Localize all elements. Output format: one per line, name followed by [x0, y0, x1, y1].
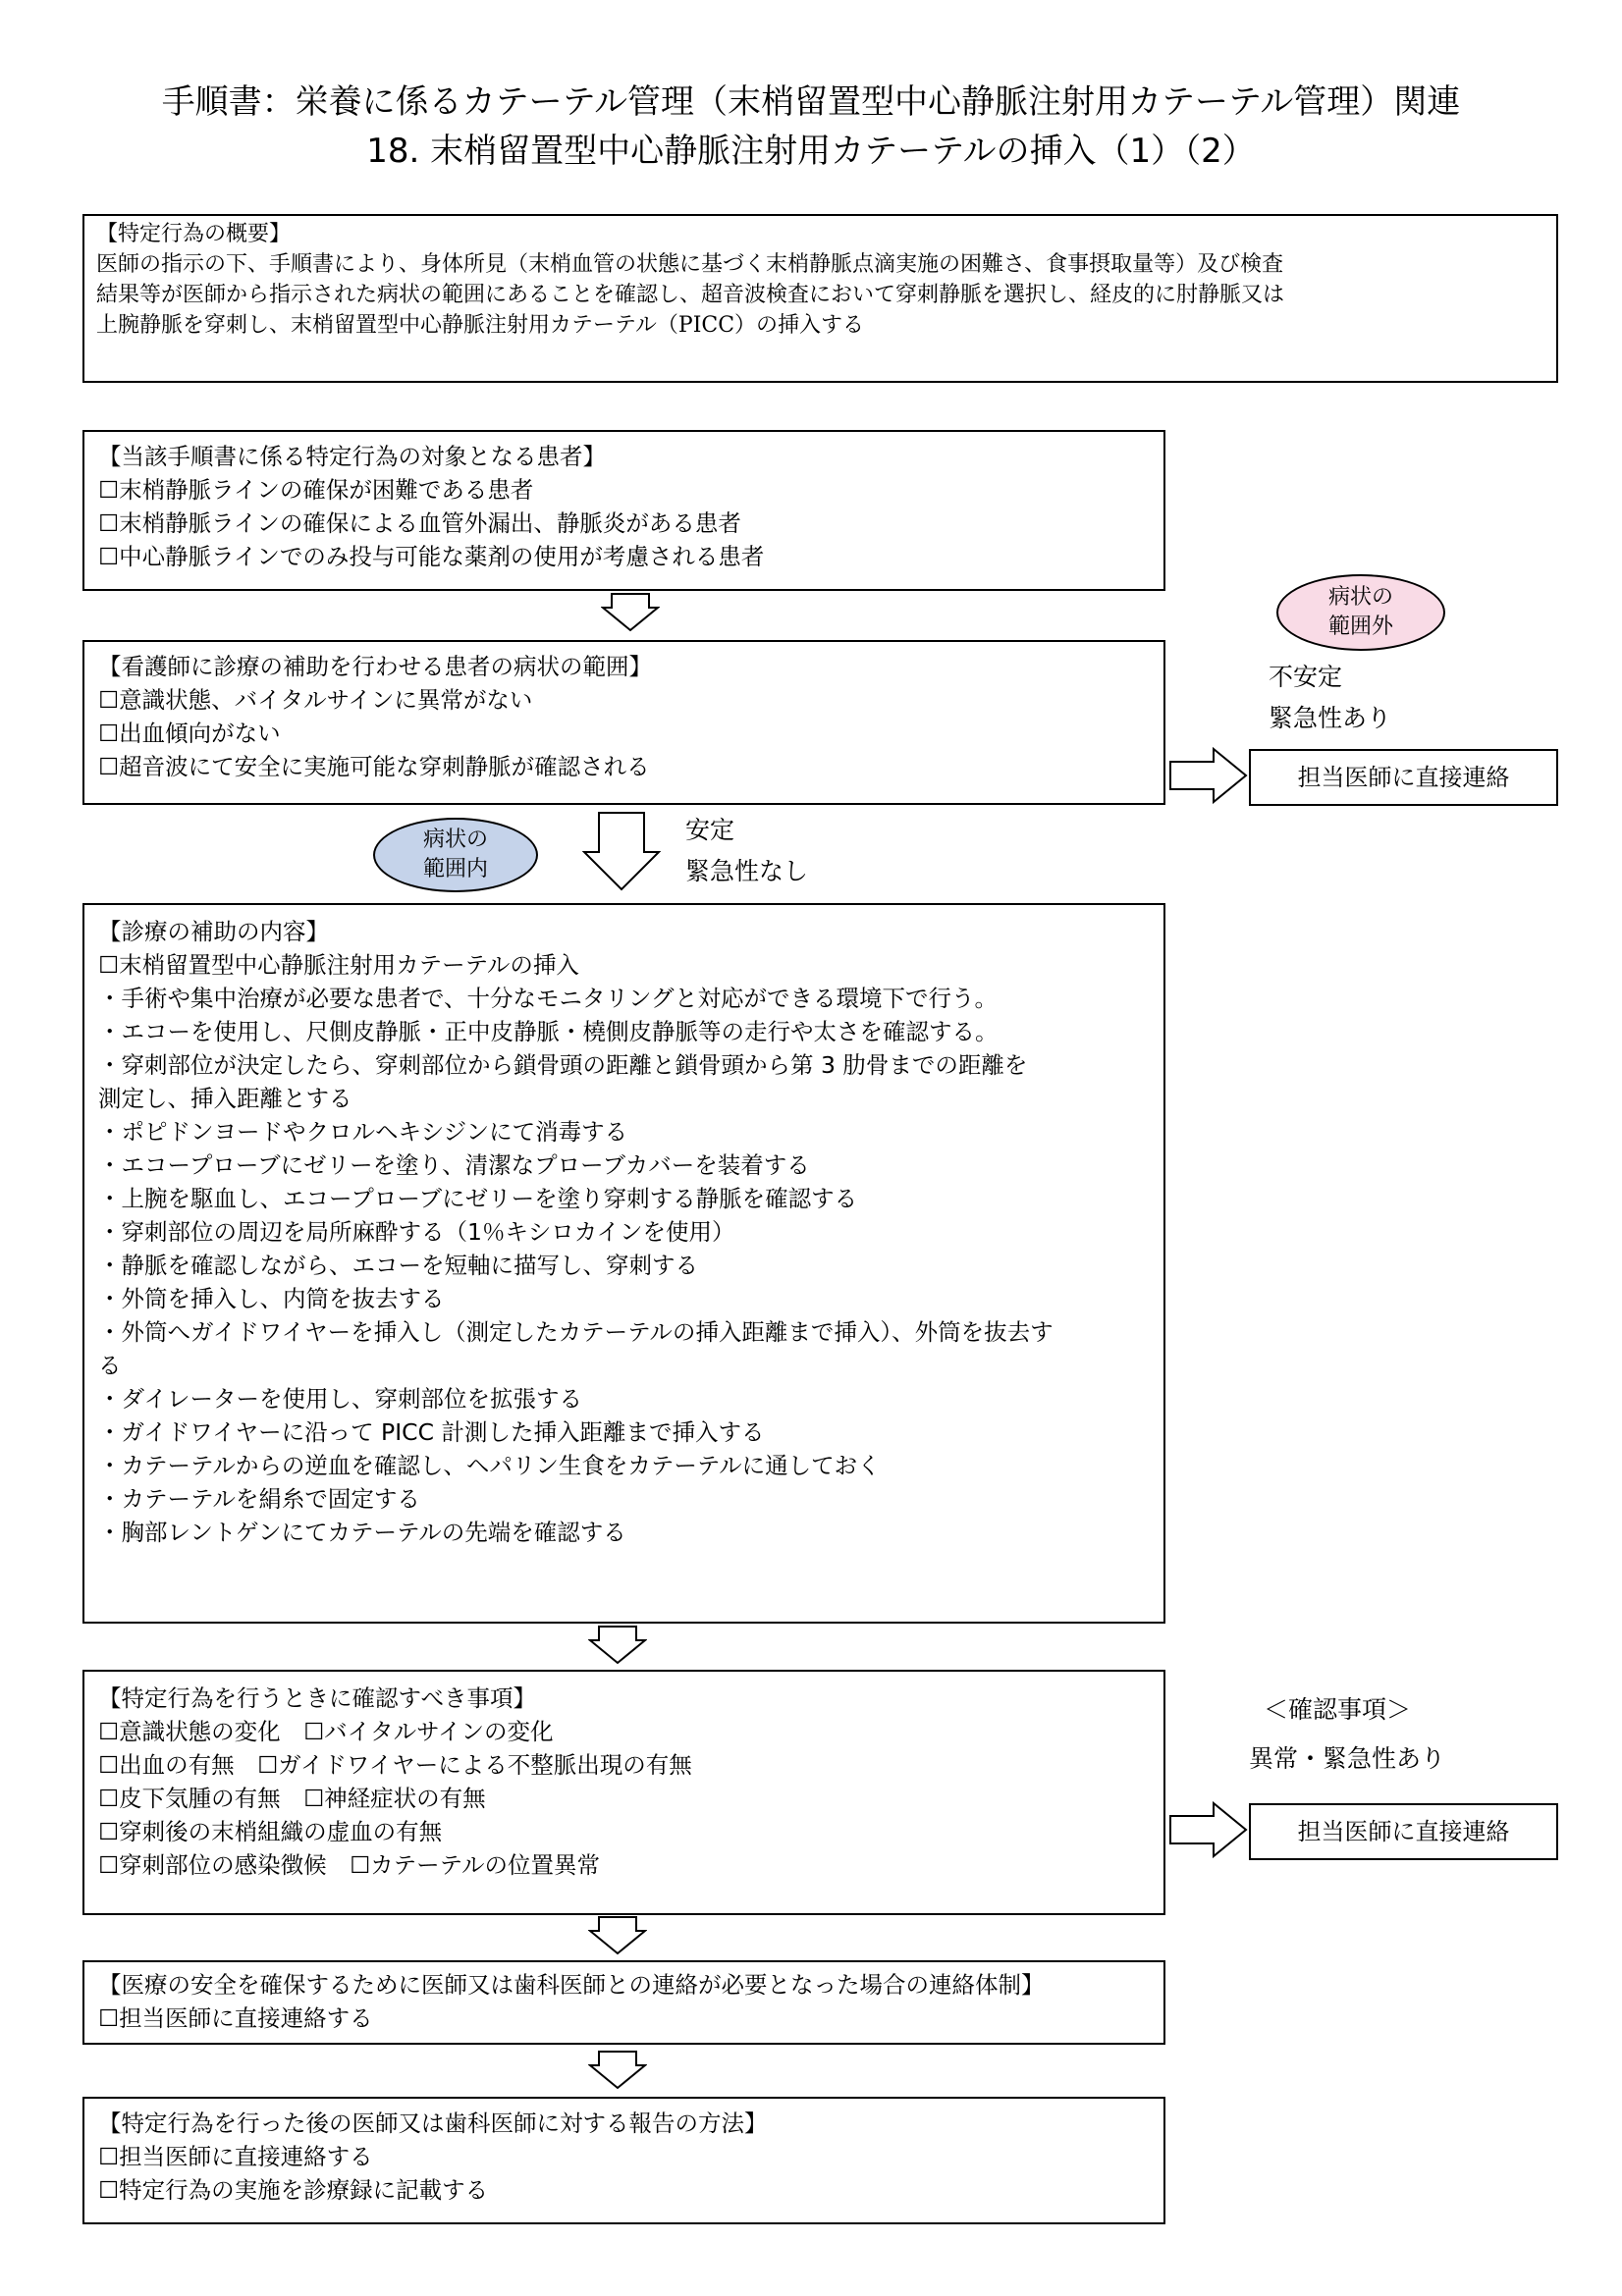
condition-range-box — [82, 640, 1165, 805]
condition-range-item: ☐超音波にて安全に実施可能な穿刺静脈が確認される — [98, 753, 650, 780]
abnormal-urgent-label: 異常・緊急性あり — [1249, 1744, 1446, 1773]
ellipse-text: 病状の — [1327, 585, 1393, 610]
contact-system-heading: 【医療の安全を確保するために医師又は歯科医師との連絡が必要となった場合の連絡体制】 — [98, 1971, 1045, 1999]
overview-line: 医師の指示の下、手順書により、身体所見（末梢血管の状態に基づく末梢静脈点滴実施の困難さ、食事摂取量等）及び検査 — [96, 252, 1284, 277]
report-heading: 【特定行為を行った後の医師又は歯科医師に対する報告の方法】 — [98, 2109, 768, 2137]
target-patient-item: ☐末梢静脈ラインの確保による血管外漏出、静脈炎がある患者 — [98, 509, 741, 537]
check-item: ☐皮下気腫の有無 ☐神経症状の有無 — [98, 1785, 486, 1812]
ellipse-text: 範囲内 — [422, 857, 488, 881]
check-item: ☐意識状態の変化 ☐バイタルサインの変化 — [98, 1718, 554, 1745]
procedure-line: る — [98, 1352, 122, 1379]
procedure-line: ・エコーを使用し、尺側皮静脈・正中皮静脈・橈側皮静脈等の走行や太さを確認する。 — [98, 1018, 999, 1045]
procedure-line: ・胸部レントゲンにてカテーテルの先端を確認する — [98, 1519, 626, 1546]
target-patient-item: ☐中心静脈ラインでのみ投与可能な薬剤の使用が考慮される患者 — [98, 543, 765, 570]
overview-line: 上腕静脈を穿刺し、末梢留置型中心静脈注射用カテーテル（PICC）の挿入する — [96, 313, 865, 338]
check-item: ☐穿刺部位の感染徴候 ☐カテーテルの位置異常 — [98, 1851, 600, 1879]
right-arrow — [1168, 1800, 1249, 1859]
check-items-box — [82, 1670, 1165, 1915]
procedure-line: ・穿刺部位の周辺を局所麻酔する（1％キシロカインを使用） — [98, 1218, 735, 1246]
procedure-line: ・ポピドンヨードやクロルヘキシジンにて消毒する — [98, 1118, 628, 1146]
out-of-range-ellipse — [1276, 574, 1445, 651]
check-item: ☐出血の有無 ☐ガイドワイヤーによる不整脈出現の有無 — [98, 1751, 692, 1779]
procedure-line: ・カテーテルからの逆血を確認し、ヘパリン生食をカテーテルに通しておく — [98, 1452, 881, 1479]
contact-doctor-text: 担当医師に直接連絡 — [1297, 764, 1510, 791]
target-patients-box — [82, 430, 1165, 591]
procedure-line: ・カテーテルを絹糸で固定する — [98, 1485, 420, 1513]
check-side-label: ＜確認事項＞ — [1264, 1695, 1412, 1724]
contact-doctor-box — [1249, 749, 1558, 806]
condition-range-item: ☐意識状態、バイタルサインに異常がない — [98, 686, 533, 714]
check-items-heading: 【特定行為を行うときに確認すべき事項】 — [98, 1684, 537, 1712]
procedure-box — [82, 903, 1165, 1624]
stable-label: 安定 — [685, 816, 735, 844]
in-range-ellipse — [373, 818, 538, 892]
check-item: ☐穿刺後の末梢組織の虚血の有無 — [98, 1818, 443, 1845]
procedure-line: 測定し、挿入距離とする — [98, 1085, 352, 1112]
overview-line: 結果等が医師から指示された病状の範囲にあることを確認し、超音波検査において穿刺静脈を選択し、経皮的に肘静脈又は — [96, 283, 1285, 307]
procedure-line: ・ガイドワイヤーに沿って PICC 計測した挿入距離まで挿入する — [98, 1418, 765, 1446]
contact-doctor-text: 担当医師に直接連絡 — [1297, 1818, 1510, 1845]
report-box — [82, 2097, 1165, 2224]
overview-heading: 【特定行為の概要】 — [96, 222, 292, 246]
overview-box — [82, 214, 1558, 383]
condition-range-item: ☐出血傾向がない — [98, 720, 281, 747]
contact-system-box — [82, 1960, 1165, 2045]
condition-range-heading: 【看護師に診療の補助を行わせる患者の病状の範囲】 — [98, 653, 652, 680]
procedure-heading: 【診療の補助の内容】 — [98, 918, 329, 945]
procedure-line: ・外筒を挿入し、内筒を抜去する — [98, 1285, 445, 1312]
report-item: ☐担当医師に直接連絡する — [98, 2143, 373, 2170]
urgent-label: 緊急性あり — [1269, 704, 1392, 732]
procedure-line: ・外筒へガイドワイヤーを挿入し（測定したカテーテルの挿入距離まで挿入）、外筒を抜去す — [98, 1318, 1054, 1346]
procedure-line: ☐末梢留置型中心静脈注射用カテーテルの挿入 — [98, 951, 579, 979]
target-patients-heading: 【当該手順書に係る特定行為の対象となる患者】 — [98, 443, 606, 470]
procedure-line: ・上腕を駆血し、エコープローブにゼリーを塗り穿刺する静脈を確認する — [98, 1185, 858, 1212]
procedure-line: ・エコープローブにゼリーを塗り、清潔なプローブカバーを装着する — [98, 1151, 810, 1179]
procedure-line: ・ダイレーターを使用し、穿刺部位を拡張する — [98, 1385, 583, 1413]
contact-system-item: ☐担当医師に直接連絡する — [98, 2004, 373, 2032]
down-arrow — [588, 1626, 647, 1665]
ellipse-text: 範囲外 — [1327, 614, 1393, 639]
down-arrow-large — [582, 811, 661, 891]
contact-doctor-box — [1249, 1803, 1558, 1860]
page-title: 手順書：栄養に係るカテーテル管理（末梢留置型中心静脈注射用カテーテル管理）関連 — [161, 82, 1461, 122]
down-arrow — [588, 1916, 647, 1955]
right-arrow — [1168, 746, 1249, 805]
unstable-label: 不安定 — [1269, 663, 1343, 691]
not-urgent-label: 緊急性なし — [685, 857, 809, 885]
down-arrow — [601, 593, 660, 632]
down-arrow — [588, 2051, 647, 2090]
procedure-line: ・穿刺部位が決定したら、穿刺部位から鎖骨頭の距離と鎖骨頭から第 3 肋骨までの距離を — [98, 1051, 1028, 1079]
report-item: ☐特定行為の実施を診療録に記載する — [98, 2176, 489, 2204]
page-subtitle: 18. 末梢留置型中心静脈注射用カテーテルの挿入（1）（2） — [366, 132, 1256, 171]
target-patient-item: ☐末梢静脈ラインの確保が困難である患者 — [98, 476, 534, 504]
procedure-line: ・手術や集中治療が必要な患者で、十分なモニタリングと対応ができる環境下で行う。 — [98, 985, 999, 1012]
procedure-line: ・静脈を確認しながら、エコーを短軸に描写し、穿刺する — [98, 1252, 698, 1279]
ellipse-text: 病状の — [422, 828, 488, 852]
